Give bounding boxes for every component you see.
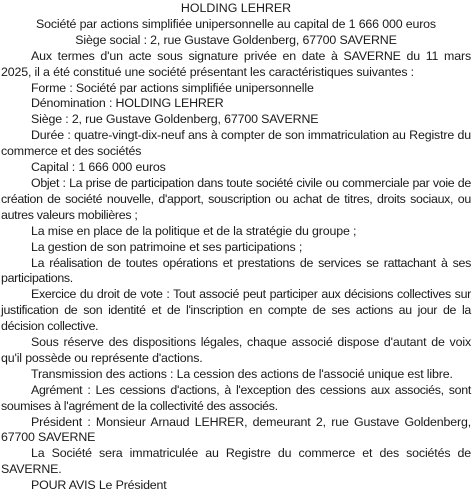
paragraph-votes: Sous réserve des dispositions légales, chaque associé dispose d'autant de voix qu'il possède ou représente d'actions. [1, 335, 471, 365]
paragraph-seat: Siège : 2, rue Gustave Goldenberg, 67700 SAVERNE [31, 112, 319, 127]
paragraph-signature: POUR AVIS Le Président [31, 478, 167, 493]
paragraph-president: Président : Monsieur Arnaud LEHRER, demeurant 2, rue Gustave Goldenberg, 67700 SAVERNE [1, 414, 471, 445]
paragraph-capital: Capital : 1 666 000 euros [31, 160, 166, 175]
paragraph-purpose-group: La mise en place de la politique et de la stratégie du groupe ; [31, 223, 357, 238]
paragraph-approval: Agrément : Les cessions d'actions, à l'exception des cessions aux associés, sont soumises à l'agrément de la collectivité des associés. [1, 382, 471, 413]
paragraph-transfer: Transmission des actions : La cession des actions de l'associé unique est libre. [31, 366, 453, 381]
paragraph-preamble: Aux termes d'un acte sous signature privée en date à SAVERNE du 11 mars 2025, il a été constitué une société présentant les caractéristiques suivantes : [1, 48, 471, 79]
paragraph-purpose: Objet : La prise de participation dans toute société civile ou commerciale par voie de création de société nouvelle, d'apport, souscription ou achat de titres, droits sociaux, ou autres valeurs mobilières ; [1, 175, 471, 222]
paragraph-registration: La Société sera immatriculée au Registre du commerce et des sociétés de SAVERNE. [1, 446, 471, 477]
paragraph-duration: Durée : quatre-vingt-dix-neuf ans à compter de son immatriculation au Registre du commerce et des sociétés [1, 128, 471, 159]
paragraph-purpose-services: La réalisation de toutes opérations et prestations de services se rattachant à ses participations. [1, 255, 471, 286]
notice-subtitle-seat: Siège social : 2, rue Gustave Goldenberg, 67700 SAVERNE [75, 32, 397, 47]
notice-subtitle-capital: Société par actions simplifiée unipersonnelle au capital de 1 666 000 euros [36, 16, 436, 31]
paragraph-purpose-assets: La gestion de son patrimoine et ses participations ; [31, 239, 303, 254]
notice-title: HOLDING LEHRER [180, 1, 292, 15]
paragraph-name: Dénomination : HOLDING LEHRER [31, 96, 224, 111]
paragraph-form: Forme : Société par actions simplifiée unipersonnelle [31, 80, 314, 95]
paragraph-voting: Exercice du droit de vote : Tout associé peut participer aux décisions collectives sur justification de son identité et de l'inscription en compte de ses actions au jour de la décision collective. [1, 287, 471, 334]
